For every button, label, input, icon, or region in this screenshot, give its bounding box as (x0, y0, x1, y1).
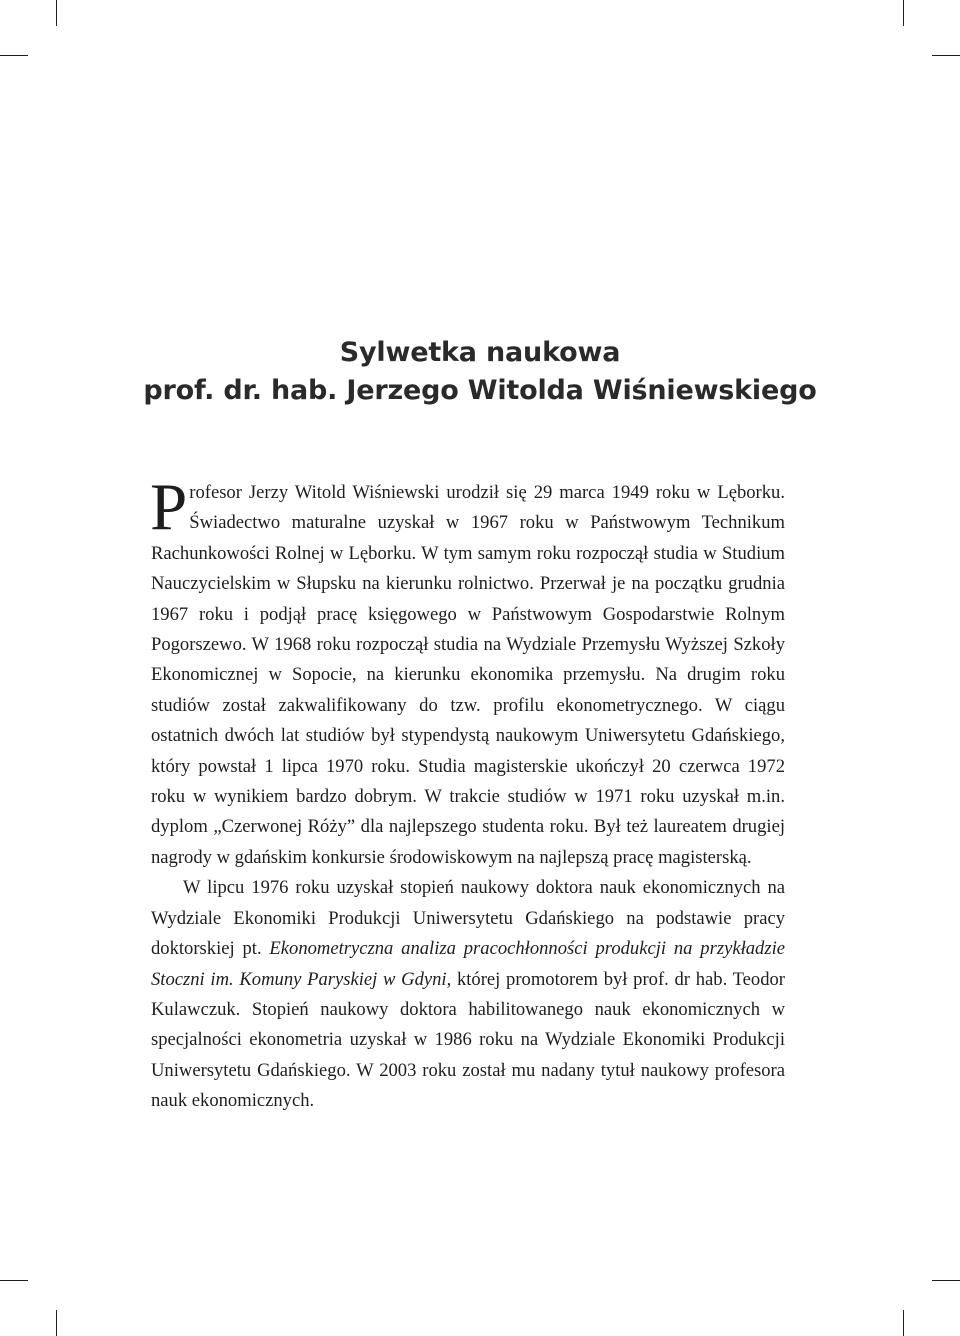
drop-cap: P (150, 470, 188, 544)
paragraph-1-text: rofesor Jerzy Witold Wiśniewski urodził się 29 marca 1949 roku w Lęborku. Świadectwo maturalne uzyskał w 1967 roku w Państwowym Technikum Rachunkowości Rolnej w Lęborku. W tym samym roku rozpoczął studia w Studium Nauczycielskim w Słupsku na kierunku rolnictwo. Przerwał je na początku grudnia 1967 roku i podjął pracę księgowego w Państwowym Gospodarstwie Rolnym Pogorszewo. W 1968 roku rozpoczął studia na Wydziale Przemysłu Wyższej Szkoły Ekonomicznej w Sopocie, na kierunku ekonomika przemysłu. Na drugim roku studiów został zakwalifikowany do tzw. profilu ekonometrycznego. W ciągu ostatnich dwóch lat studiów był stypendystą naukowym Uniwersytetu Gdańskiego, który powstał 1 lipca 1970 roku. Studia magisterskie ukończył 20 czerwca 1972 roku w wynikiem bardzo dobrym. W trakcie studiów w 1971 roku uzyskał m.in. dyplom „Czerwonej Róży” dla najlepszego studenta roku. Był też laureatem drugiej nagrody w gdańskim konkursie środowiskowym na najlepszą pracę magisterską. (151, 482, 785, 868)
crop-mark-right-bottom (932, 1280, 960, 1281)
title-line-2: prof. dr. hab. Jerzego Witolda Wiśniewskiego (143, 375, 817, 406)
crop-mark-top-right (903, 0, 904, 26)
crop-mark-right-top (932, 55, 960, 56)
crop-mark-left-top (0, 55, 28, 56)
crop-mark-top-left (56, 0, 57, 26)
paragraph-1 (150, 470, 785, 873)
title-line-1: Sylwetka naukowa (339, 337, 621, 368)
paragraph-2 (151, 873, 785, 1116)
page-title (0, 334, 960, 410)
crop-mark-left-bottom (0, 1280, 28, 1281)
paragraph-2-text-after: , której promotorem był prof. dr hab. Teodor Kulawczuk. Stopień naukowy doktora habilitowanego nauk ekonomicznych w specjalności ekonometria uzyskał w 1986 roku na Wydziale Ekonomiki Produkcji Uniwersytetu Gdańskiego. W 2003 roku został mu nadany tytuł naukowy profesora nauk ekonomicznych. (151, 968, 785, 1112)
crop-mark-bottom-right (903, 1310, 904, 1336)
paragraph-2-text-before: W lipcu 1976 roku uzyskał stopień naukowy doktora nauk ekonomicznych na Wydziale Ekonomiki Produkcji Uniwersytetu Gdańskiego na podstawie pracy doktorskiej pt. (151, 877, 785, 960)
crop-mark-bottom-left (56, 1310, 57, 1336)
dissertation-title: Ekonometryczna analiza pracochłonności produkcji na przykładzie Stoczni im. Komuny Paryskiej w Gdyni (151, 938, 785, 990)
biography-text (150, 470, 785, 1117)
